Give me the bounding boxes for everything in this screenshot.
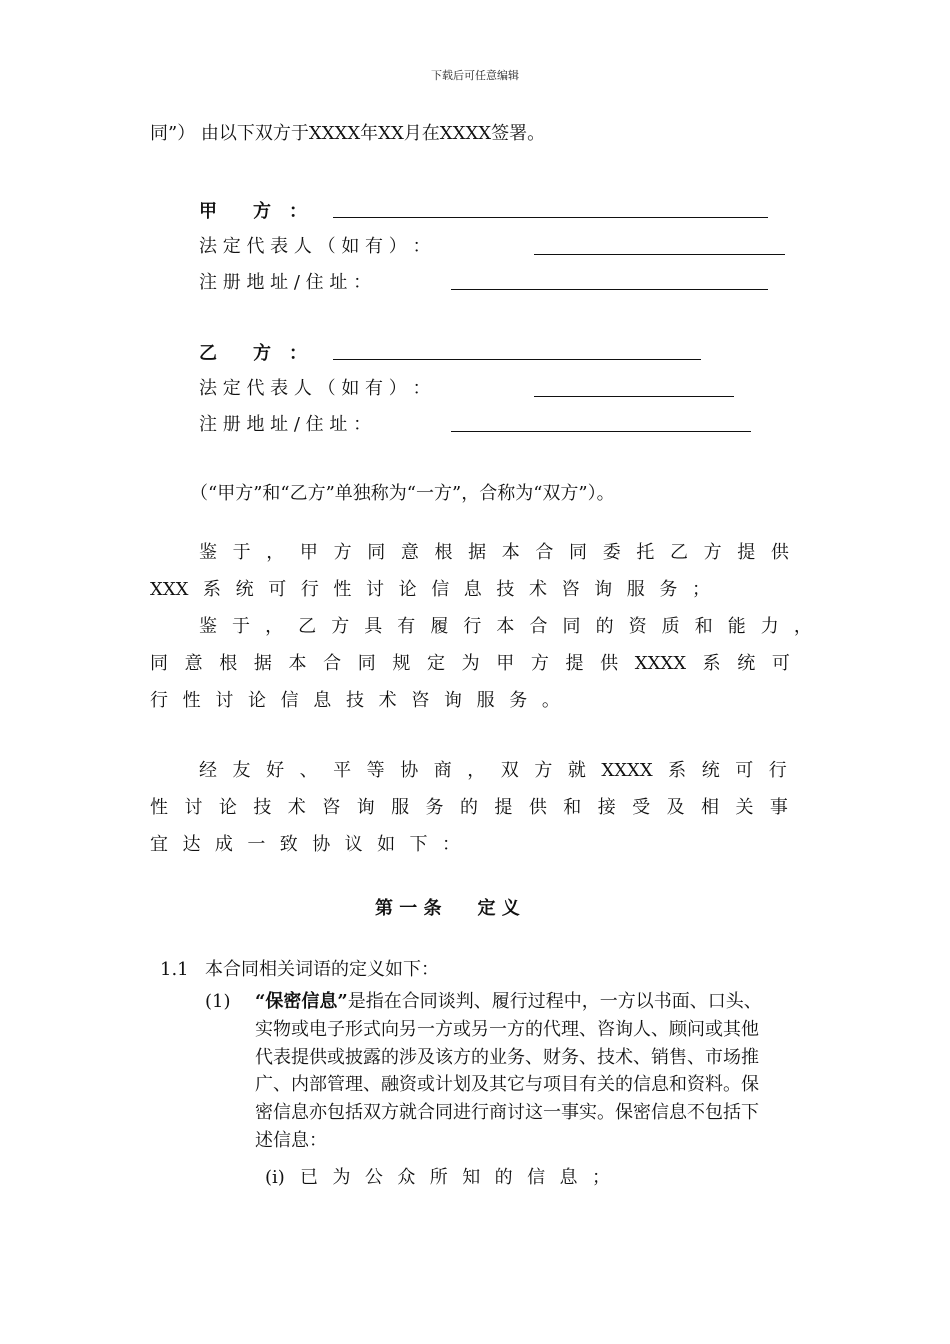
item-line-2: 实物或电子形式向另一方或另一方的代理、咨询人、顾问或其他 xyxy=(255,1018,759,1040)
article-title: 第 一 条 定 义 xyxy=(375,898,520,919)
whereas-2-line-2: 同 意 根 据 本 合 同 规 定 为 甲 方 提 供 XXXX 系 统 可 xyxy=(150,653,790,674)
whereas-1-line-1: 鉴 于 ， 甲 方 同 意 根 据 本 合 同 委 托 乙 方 提 供 xyxy=(199,542,789,563)
item-line-5: 密信息亦包括双方就合同进行商讨这一事实。保密信息不包括下 xyxy=(255,1102,759,1124)
party-b-addr-blank[interactable] xyxy=(451,431,751,432)
party-a-addr-label: 注 册 地 址 / 住 址 ： xyxy=(199,272,372,293)
subitem-number: (i) xyxy=(265,1167,285,1188)
item-line-6: 述信息： xyxy=(255,1129,327,1151)
party-b-rep-blank[interactable] xyxy=(534,396,734,397)
whereas-1-line-2: XXX 系 统 可 行 性 讨 论 信 息 技 术 咨 询 服 务 ； xyxy=(150,579,710,600)
parties-note: （“甲方”和“乙方”单独称为“一方”，合称为“双方”）。 xyxy=(190,483,615,504)
party-a-rep-label: 法 定 代 表 人 （ 如 有 ） ： xyxy=(199,236,431,257)
party-a-name-blank[interactable] xyxy=(333,217,768,218)
party-a-rep-blank[interactable] xyxy=(534,254,785,255)
party-b-name-blank[interactable] xyxy=(333,359,701,360)
item-line-3: 代表提供或披露的涉及该方的业务、财务、技术、销售、市场推 xyxy=(255,1046,759,1068)
agreement-line-1: 经 友 好 、 平 等 协 商 ， 双 方 就 XXXX 系 统 可 行 xyxy=(199,760,787,781)
item-number: (1) xyxy=(205,991,231,1012)
party-a-addr-blank[interactable] xyxy=(451,289,768,290)
agreement-line-3: 宜 达 成 一 致 协 议 如 下 ： xyxy=(150,834,460,855)
clause-text: 本合同相关词语的定义如下： xyxy=(205,959,439,980)
party-b-label: 乙 方 ： xyxy=(199,343,307,364)
agreement-line-2: 性 讨 论 技 术 咨 询 服 务 的 提 供 和 接 受 及 相 关 事 xyxy=(150,797,788,818)
whereas-2-line-3: 行 性 讨 论 信 息 技 术 咨 询 服 务 。 xyxy=(150,690,560,711)
item-line-1: 是指在合同谈判、履行过程中，一方以书面、口头、 xyxy=(347,991,762,1012)
party-b-rep-label: 法 定 代 表 人 （ 如 有 ） ： xyxy=(199,378,431,399)
item-body xyxy=(255,988,825,1155)
contract-intro: 同”） 由以下双方于XXXX年XX月在XXXX签署。 xyxy=(150,123,546,144)
subitem-text: 已 为 公 众 所 知 的 信 息 ； xyxy=(300,1167,610,1188)
clause-number: 1.1 xyxy=(160,959,189,980)
party-a-label: 甲 方 ： xyxy=(199,201,307,222)
page-header: 下载后可任意编辑 xyxy=(431,69,519,82)
party-b-addr-label: 注 册 地 址 / 住 址 ： xyxy=(199,414,372,435)
item-line-4: 广、内部管理、融资或计划及其它与项目有关的信息和资料。保 xyxy=(255,1074,759,1096)
whereas-2-line-1: 鉴 于 ， 乙 方 具 有 履 行 本 合 同 的 资 质 和 能 力 ， xyxy=(199,616,812,637)
item-term: “保密信息” xyxy=(255,991,348,1012)
